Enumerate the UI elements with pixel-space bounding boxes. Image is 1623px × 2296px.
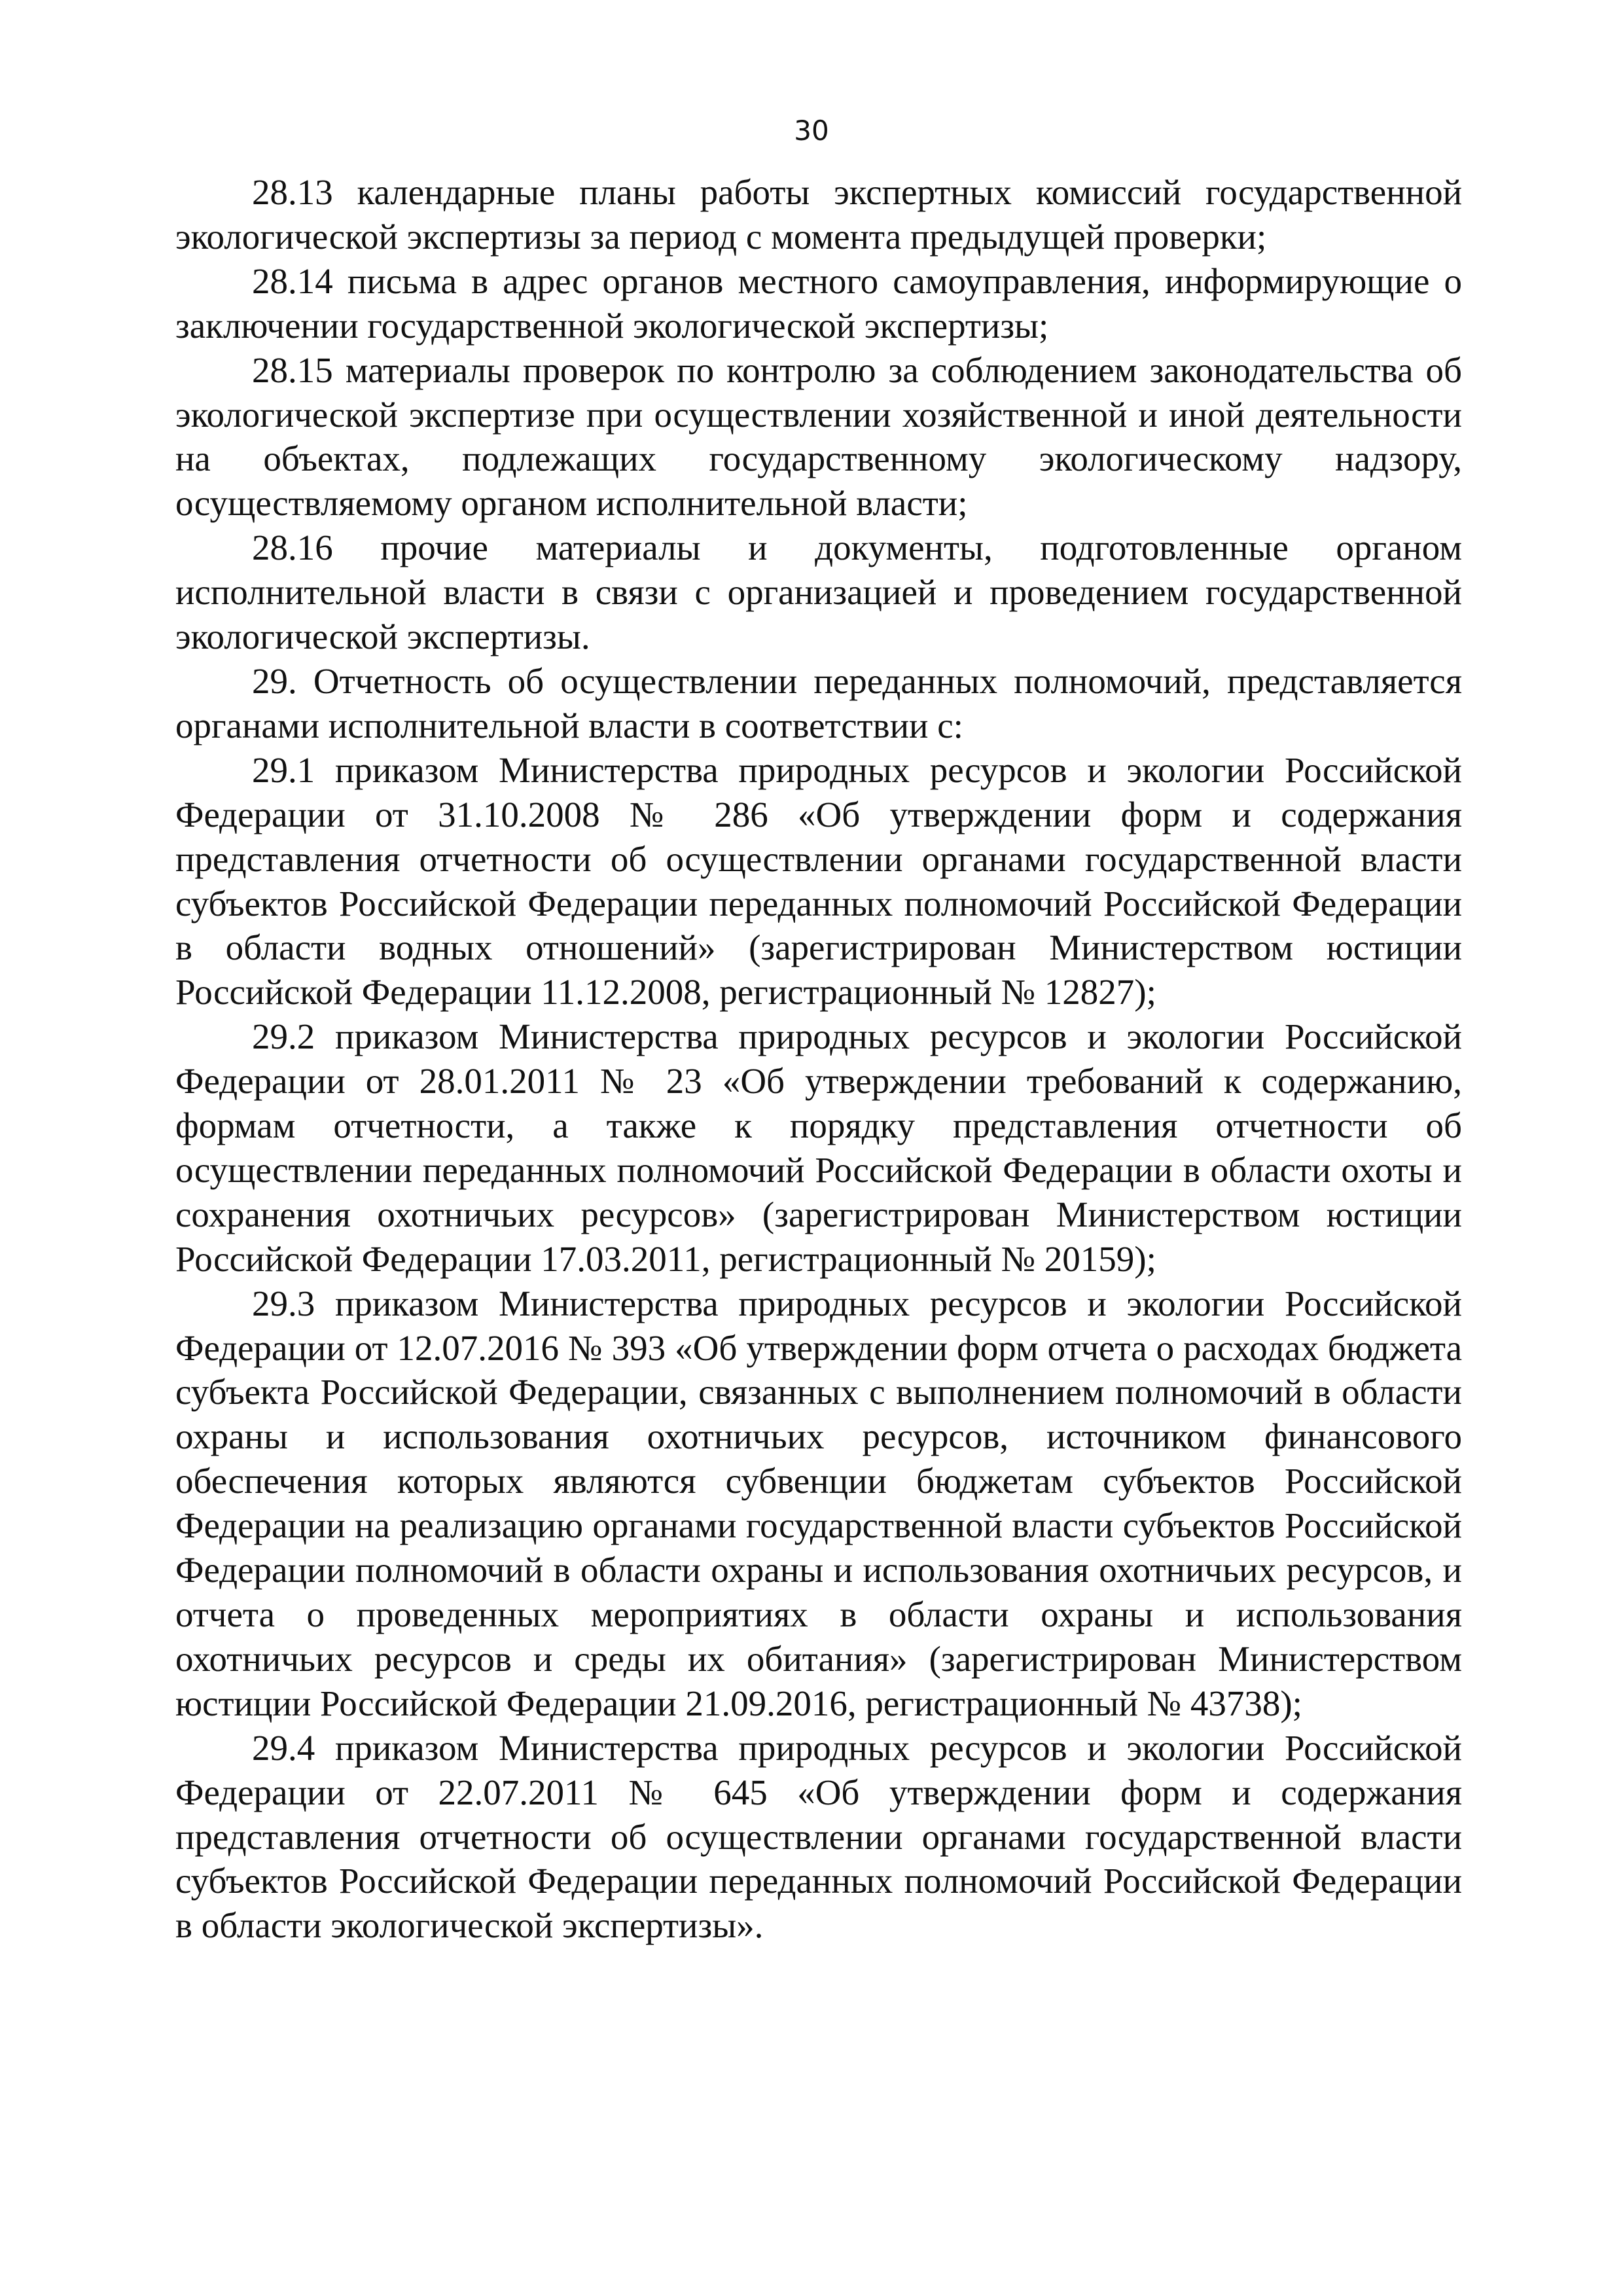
paragraph-29-1: 29.1 приказом Министерства природных ресурсов и экологии Российской Федерации от 31.10.2008 № 286 «Об утверждении форм и содержания представления отчетности об осуществлении органами государственной власти субъектов Российской Федерации переданных полномочий Российской Федерации в области водных отношений» (зарегистрирован Министерством юстиции Российской Федерации 11.12.2008, регистрационный № 12827);: [175, 749, 1462, 1013]
paragraph-29-3: 29.3 приказом Министерства природных ресурсов и экологии Российской Федерации от 12.07.2016 № 393 «Об утверждении форм отчета о расходах бюджета субъекта Российской Федерации, связанных с выполнением полномочий в области охраны и использования охотничьих ресурсов, источником финансового обеспечения которых являются субвенции бюджетам субъектов Российской Федерации на реализацию органами государственной власти субъектов Российской Федерации полномочий в области охраны и использования охотничьих ресурсов, и отчета о проведенных мероприятиях в области охраны и использования охотничьих ресурсов и среды их обитания» (зарегистрирован Министерством юстиции Российской Федерации 21.09.2016, регистрационный № 43738);: [175, 1283, 1462, 1723]
document-body: [175, 170, 1462, 1948]
paragraph-28-16: 28.16 прочие материалы и документы, подготовленные органом исполнительной власти в связи с организацией и проведением государственной экологической экспертизы.: [175, 528, 1462, 657]
paragraph-29-2: 29.2 приказом Министерства природных ресурсов и экологии Российской Федерации от 28.01.2011 № 23 «Об утверждении требований к содержанию, формам отчетности, а также к порядку представления отчетности об осуществлении переданных полномочий Российской Федерации в области охоты и сохранения охотничьих ресурсов» (зарегистрирован Министерством юстиции Российской Федерации 17.03.2011, регистрационный № 20159);: [175, 1016, 1462, 1279]
paragraph-28-14: 28.14 письма в адрес органов местного самоуправления, информирующие о заключении государственной экологической экспертизы;: [175, 260, 1462, 346]
paragraph-29-4: 29.4 приказом Министерства природных ресурсов и экологии Российской Федерации от 22.07.2011 № 645 «Об утверждении форм и содержания представления отчетности об осуществлении органами государственной власти субъектов Российской Федерации переданных полномочий Российской Федерации в области экологической экспертизы».: [175, 1727, 1462, 1946]
paragraph-29: 29. Отчетность об осуществлении переданных полномочий, представляется органами исполнительной власти в соответствии с:: [175, 660, 1462, 745]
page-number: 30: [794, 115, 829, 147]
paragraph-28-13: 28.13 календарные планы работы экспертных комиссий государственной экологической экспертизы за период с момента предыдущей проверки;: [175, 172, 1462, 257]
paragraph-28-15: 28.15 материалы проверок по контролю за соблюдением законодательства об экологической экспертизе при осуществлении хозяйственной и иной деятельности на объектах, подлежащих государственному экологическому надзору, осуществляемому органом исполнительной власти;: [175, 350, 1462, 524]
